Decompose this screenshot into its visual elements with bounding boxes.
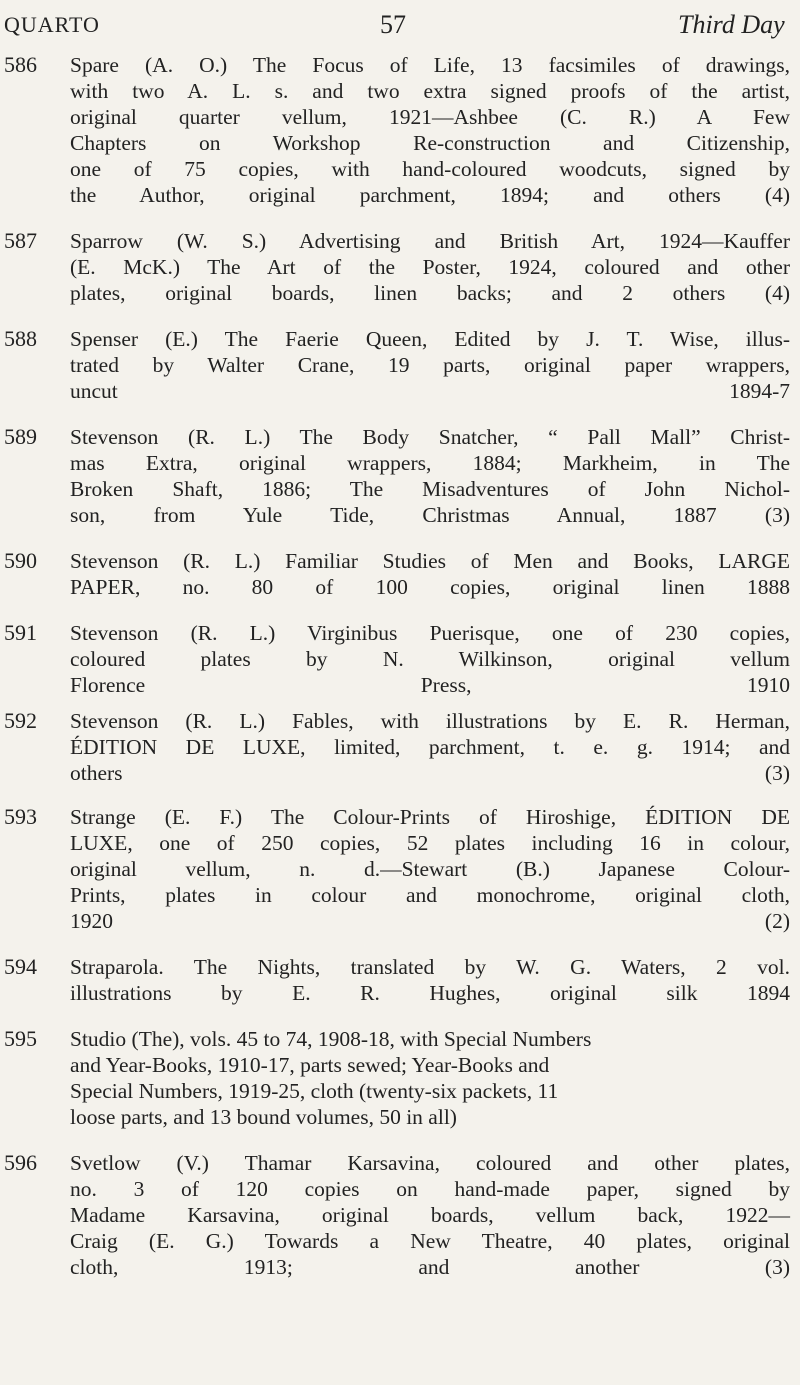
catalogue-entries <box>0 52 800 1290</box>
entry-line: Prints, plates in colour and monochrome, original cloth, <box>70 883 790 907</box>
entry-line: original vellum, n. d.—Stewart (B.) Japanese Colour- <box>70 857 790 881</box>
entry-line: son, from Yule Tide, Christmas Annual, 1887 (3) <box>70 503 790 527</box>
entry-line: illustrations by E. R. Hughes, original silk 1894 <box>70 981 790 1005</box>
entry-line: Strange (E. F.) The Colour-Prints of Hiroshige, ÉDITION DE <box>70 805 790 829</box>
entry-text <box>70 52 790 208</box>
entry-line: Stevenson (R. L.) The Body Snatcher, “ Pall Mall” Christ- <box>70 425 790 449</box>
lot-number: 595 <box>4 1026 37 1051</box>
entry-text <box>70 804 790 934</box>
entry-line: LUXE, one of 250 copies, 52 plates including 16 in colour, <box>70 831 790 855</box>
lot-number: 594 <box>4 954 37 979</box>
entry-line: Special Numbers, 1919-25, cloth (twenty-six packets, 11 <box>70 1079 559 1103</box>
lot-number: 589 <box>4 424 37 449</box>
entry-text <box>70 228 790 306</box>
page-header <box>0 6 800 46</box>
entry-text <box>70 620 790 698</box>
entry-text <box>70 548 790 600</box>
entry-line: PAPER, no. 80 of 100 copies, original linen 1888 <box>70 575 790 599</box>
section-title: QUARTO <box>4 12 100 37</box>
entry-text <box>70 424 790 528</box>
entry-line: coloured plates by N. Wilkinson, original vellum <box>70 647 790 671</box>
lot-number: 586 <box>4 52 37 77</box>
lot-number: 590 <box>4 548 37 573</box>
entry-line: one of 75 copies, with hand-coloured woodcuts, signed by <box>70 157 790 181</box>
catalogue-entry <box>0 548 800 600</box>
entry-line: cloth, 1913; and another (3) <box>70 1255 790 1279</box>
entry-line: Stevenson (R. L.) Fables, with illustrations by E. R. Herman, <box>70 709 790 733</box>
entry-text <box>70 1150 790 1280</box>
entry-line: 1920 (2) <box>70 909 790 933</box>
entry-line: (E. McK.) The Art of the Poster, 1924, coloured and other <box>70 255 790 279</box>
entry-line: ÉDITION DE LUXE, limited, parchment, t. e. g. 1914; and <box>70 735 790 759</box>
catalogue-entry <box>0 52 800 208</box>
lot-number: 592 <box>4 708 37 733</box>
catalogue-entry <box>0 804 800 934</box>
entry-line: the Author, original parchment, 1894; and others (4) <box>70 183 790 207</box>
entry-line: Svetlow (V.) Thamar Karsavina, coloured and other plates, <box>70 1151 790 1175</box>
catalogue-entry <box>0 326 800 404</box>
entry-text <box>70 708 790 786</box>
lot-number: 588 <box>4 326 37 351</box>
entry-line: Sparrow (W. S.) Advertising and British Art, 1924—Kauffer <box>70 229 790 253</box>
entry-line: Chapters on Workshop Re-construction and Citizenship, <box>70 131 790 155</box>
catalogue-entry <box>0 424 800 528</box>
entry-line: others (3) <box>70 761 790 785</box>
catalogue-entry <box>0 1026 800 1130</box>
entry-line: and Year-Books, 1910-17, parts sewed; Year-Books and <box>70 1053 550 1077</box>
catalogue-entry <box>0 954 800 1006</box>
entry-line: uncut 1894-7 <box>70 379 790 403</box>
entry-line: no. 3 of 120 copies on hand-made paper, signed by <box>70 1177 790 1201</box>
entry-line: Spenser (E.) The Faerie Queen, Edited by J. T. Wise, illus- <box>70 327 790 351</box>
lot-number: 593 <box>4 804 37 829</box>
catalogue-entry <box>0 620 800 698</box>
entry-line: Stevenson (R. L.) Familiar Studies of Men and Books, LARGE <box>70 549 790 573</box>
catalogue-entry <box>0 228 800 306</box>
entry-text <box>70 326 790 404</box>
lot-number: 596 <box>4 1150 37 1175</box>
entry-line: with two A. L. s. and two extra signed proofs of the artist, <box>70 79 790 103</box>
entry-line: Broken Shaft, 1886; The Misadventures of John Nichol- <box>70 477 790 501</box>
entry-line: original quarter vellum, 1921—Ashbee (C. R.) A Few <box>70 105 790 129</box>
sale-day-label: Third Day <box>678 10 785 39</box>
entry-line: plates, original boards, linen backs; and 2 others (4) <box>70 281 790 305</box>
entry-line: loose parts, and 13 bound volumes, 50 in all) <box>70 1105 457 1129</box>
catalogue-entry <box>0 708 800 786</box>
catalogue-entry <box>0 1150 800 1280</box>
lot-number: 587 <box>4 228 37 253</box>
entry-line: mas Extra, original wrappers, 1884; Markheim, in The <box>70 451 790 475</box>
entry-line: Craig (E. G.) Towards a New Theatre, 40 plates, original <box>70 1229 790 1253</box>
entry-line: Studio (The), vols. 45 to 74, 1908-18, with Special Numbers <box>70 1027 592 1051</box>
entry-text <box>70 954 790 1006</box>
entry-line: Stevenson (R. L.) Virginibus Puerisque, one of 230 copies, <box>70 621 790 645</box>
entry-line: Madame Karsavina, original boards, vellum back, 1922— <box>70 1203 790 1227</box>
page-number: 57 <box>380 10 406 39</box>
entry-line: trated by Walter Crane, 19 parts, original paper wrappers, <box>70 353 790 377</box>
entry-text <box>70 1026 790 1130</box>
entry-line: Florence Press, 1910 <box>70 673 790 697</box>
lot-number: 591 <box>4 620 37 645</box>
entry-line: Spare (A. O.) The Focus of Life, 13 facsimiles of drawings, <box>70 53 790 77</box>
entry-line: Straparola. The Nights, translated by W. G. Waters, 2 vol. <box>70 955 790 979</box>
